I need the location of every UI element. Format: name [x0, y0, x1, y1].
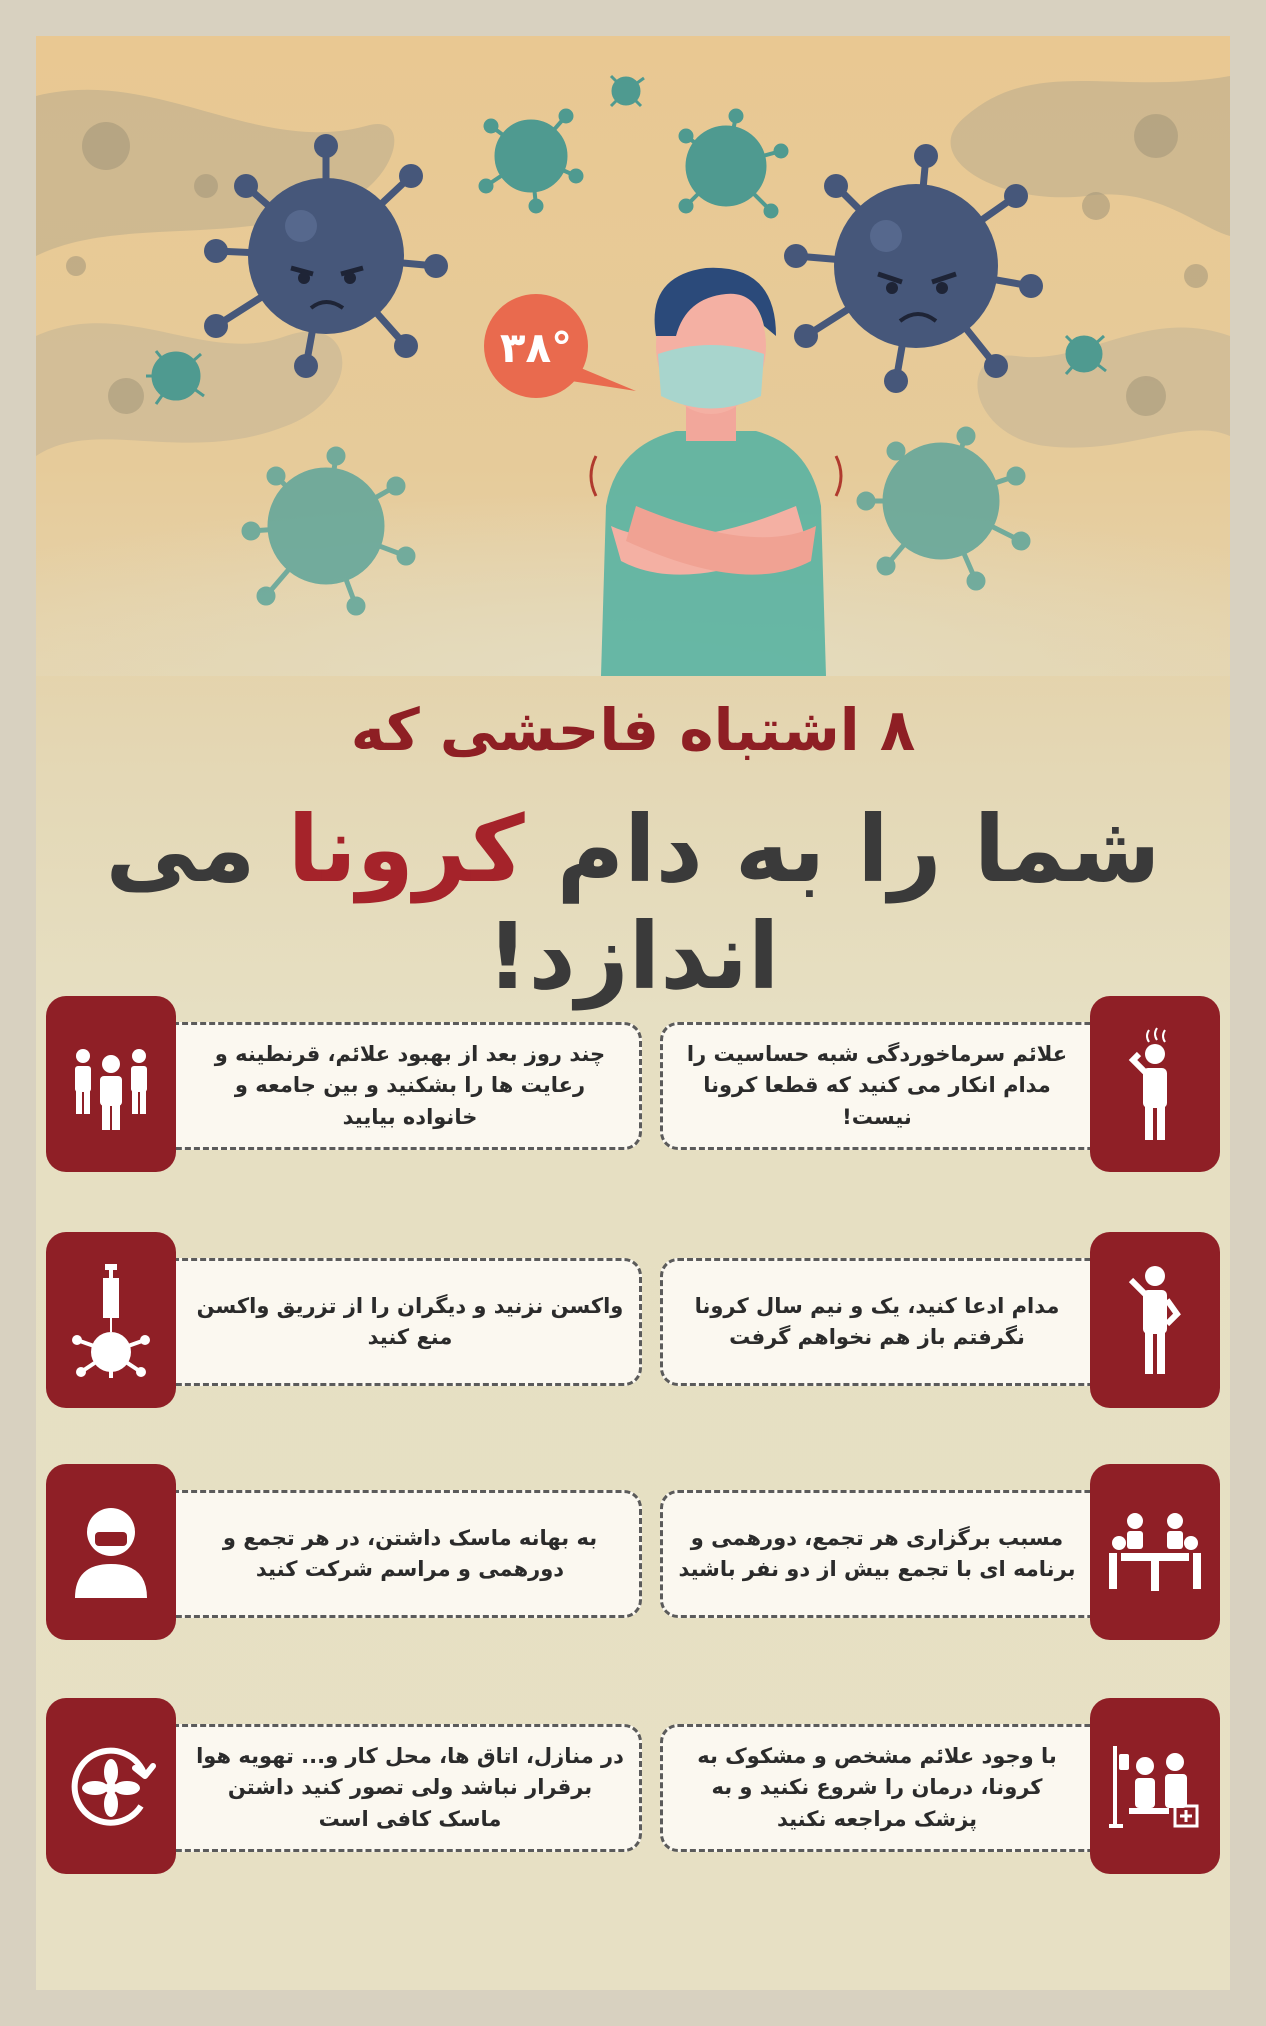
- mistake-text: مسبب برگزاری هر تجمع، دورهمی و برنامه ای با تجمع بیش از دو نفر باشید: [660, 1490, 1120, 1618]
- ventilation-fan-icon: [46, 1698, 176, 1874]
- mistake-text: به بهانه ماسک داشتن، در هر تجمع و دورهمی و مراسم شرکت کنید: [146, 1490, 642, 1618]
- syringe-virus-icon: [46, 1232, 176, 1408]
- group-people-icon: [46, 996, 176, 1172]
- mistake-card-4: [46, 1232, 646, 1412]
- virus-teal-top-icon: [479, 109, 583, 213]
- mistake-card-5: [650, 1464, 1220, 1644]
- title-line-2: [36, 796, 1230, 1010]
- virus-teal-small-icon: [611, 76, 644, 106]
- doctor-patient-icon: [1090, 1698, 1220, 1874]
- masked-person-icon: [46, 1464, 176, 1640]
- mistake-card-8: [46, 1698, 646, 1878]
- mistake-text: با وجود علائم مشخص و مشکوک به کرونا، درمان را شروع نکنید و به پزشک مراجعه نکنید: [660, 1724, 1120, 1852]
- title-highlight: کرونا: [287, 796, 525, 903]
- mistake-card-1: [650, 996, 1220, 1176]
- temperature-bubble: [484, 294, 636, 398]
- hero-illustration: [36, 36, 1230, 676]
- meeting-table-icon: [1090, 1464, 1220, 1640]
- mistake-card-3: [650, 1232, 1220, 1412]
- title-line-2-part1: شما را به دام: [524, 796, 1161, 903]
- mistake-card-2: [46, 996, 646, 1176]
- mistake-text: مدام ادعا کنید، یک و نیم سال کرونا نگرفتم باز هم نخواهم گرفت: [660, 1258, 1120, 1386]
- title-line-2-part2: می اندازد!: [105, 796, 780, 1010]
- virus-teal-top2-icon: [679, 109, 788, 218]
- infographic: [36, 36, 1230, 1990]
- standing-person-icon: [1090, 1232, 1220, 1408]
- temperature-label: ۳۸°: [499, 323, 573, 372]
- mistake-text: در منازل، اتاق ها، محل کار و... تهویه هوا برقرار نباشد ولی تصور کنید داشتن ماسک کافی است: [146, 1724, 642, 1852]
- mistake-card-7: [650, 1698, 1220, 1878]
- mistake-text: واکسن نزنید و دیگران را از تزریق واکسن منع کنید: [146, 1258, 642, 1386]
- mistake-text: علائم سرماخوردگی شبه حساسیت را مدام انکار می کنید که قطعا کرونا نیست!: [660, 1022, 1120, 1150]
- mistake-text: چند روز بعد از بهبود علائم، قرنطینه و رعایت ها را بشکنید و بین جامعه و خانواده بیایید: [146, 1022, 642, 1150]
- title-line-1: ۸ اشتباه فاحشی که: [350, 696, 916, 764]
- sick-person-icon: [1090, 996, 1220, 1172]
- mistake-card-6: [46, 1464, 646, 1644]
